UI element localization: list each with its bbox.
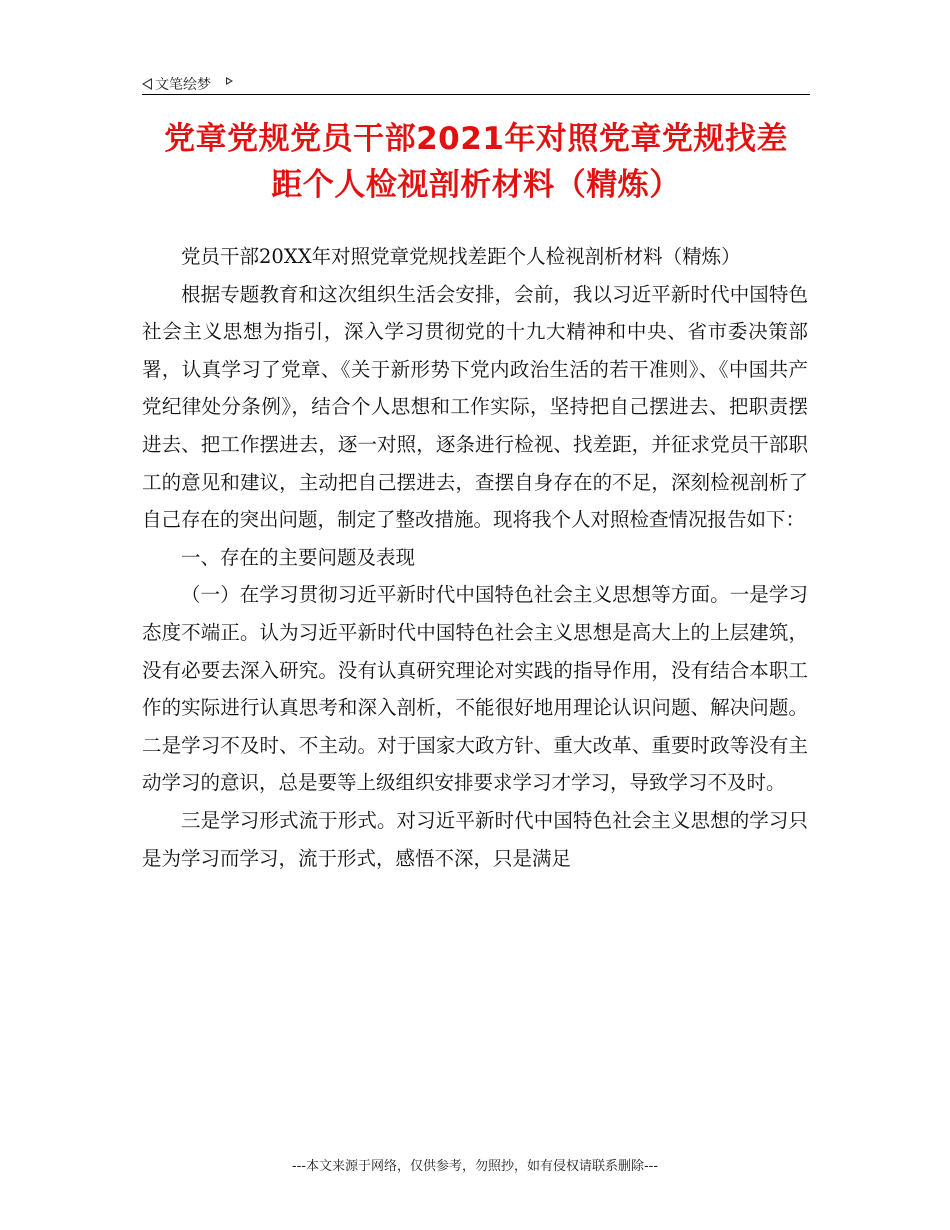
triangle-left-icon: [142, 78, 152, 90]
paragraph: 三是学习形式流于形式。对习近平新时代中国特色社会主义思想的学习只是为学习而学习，流于形式，感悟不深，只是满足: [142, 808, 808, 870]
brand-label: 文笔绘梦: [155, 77, 211, 93]
paragraph: 根据专题教育和这次组织生活会安排，会前，我以习近平新时代中国特色社会主义思想为指引，深入学习贯彻党的十九大精神和中央、省市委决策部署，认真学习了党章、《关于新形势下党内政治生活的若干准则》、《中国共产党纪律处分条例》，结合个人思想和工作实际，坚持把自己摆进去、把职责摆进去、把工作摆进去，逐一对照，逐条进行检视、找差距，并征求党员干部职工的意见和建议，主动把自己摆进去，查摆自身存在的不足，深刻检视剖析了自己存在的突出问题，制定了整改措施。现将我个人对照检查情况报告如下：: [142, 282, 808, 532]
header-brand: [142, 74, 233, 94]
document-body: [142, 238, 808, 877]
document-title: [142, 116, 810, 208]
triangle-right-icon: [226, 77, 233, 85]
page-footer: ---本文来源于网络，仅供参考，勿照抄，如有侵权请联系删除---: [291, 1159, 659, 1174]
title-line-2: 距个人检视剖析材料（精炼）: [271, 167, 681, 203]
header-divider: [142, 94, 810, 95]
title-line-1: 党章党规党员干部2021年对照党章党规找差: [164, 121, 788, 157]
page-header: [142, 72, 810, 96]
paragraph: （一）在学习贯彻习近平新时代中国特色社会主义思想等方面。一是学习态度不端正。认为习近平新时代中国特色社会主义思想是高大上的上层建筑，没有必要去深入研究。没有认真研究理论对实践的指导作用，没有结合本职工作的实际进行认真思考和深入剖析，不能很好地用理论认识问题、解决问题。二是学习不及时、不主动。对于国家大政方针、重大改革、重要时政等没有主动学习的意识，总是要等上级组织安排要求学习才学习，导致学习不及时。: [142, 583, 808, 795]
paragraph: 党员干部20XX年对照党章党规找差距个人检视剖析材料（精炼）: [181, 245, 741, 268]
section-heading: 一、存在的主要问题及表现: [181, 545, 416, 569]
